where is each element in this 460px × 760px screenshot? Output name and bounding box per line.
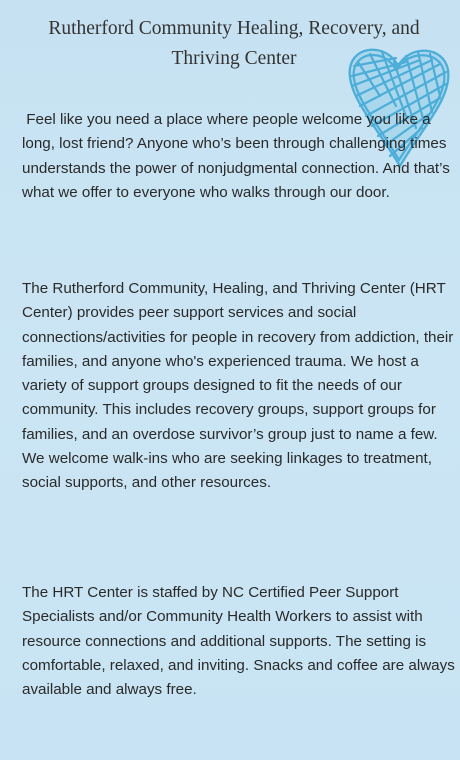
title-line-2: Thriving Center <box>171 48 297 69</box>
page-title <box>14 14 454 74</box>
services-paragraph: The Rutherford Community, Healing, and Thriving Center (HRT Center) provides peer support services and social connections/activities for people in recovery from addiction, their families, and anyone who's experienced trauma. We host a variety of support groups designed to fit the needs of our community. This includes recovery groups, support groups for families, and an overdose survivor’s group just to name a few. We welcome walk-ins who are seeking linkages to treatment, social supports, and other resources. <box>22 280 454 492</box>
intro-paragraph: Feel like you need a place where people welcome you like a long, lost friend? Anyone who’s been through challenging times understands the power of nonjudgmental connection. And that’s what we offer to everyone who walks through our door. <box>22 111 450 201</box>
title-line-1: Rutherford Community Healing, Recovery, and <box>48 18 420 39</box>
staff-paragraph: The HRT Center is staffed by NC Certified Peer Support Specialists and/or Community Health Workers to assist with resource connections and additional supports. The setting is comfortable, relaxed, and inviting. Snacks and coffee are always available and always free. <box>22 584 455 699</box>
